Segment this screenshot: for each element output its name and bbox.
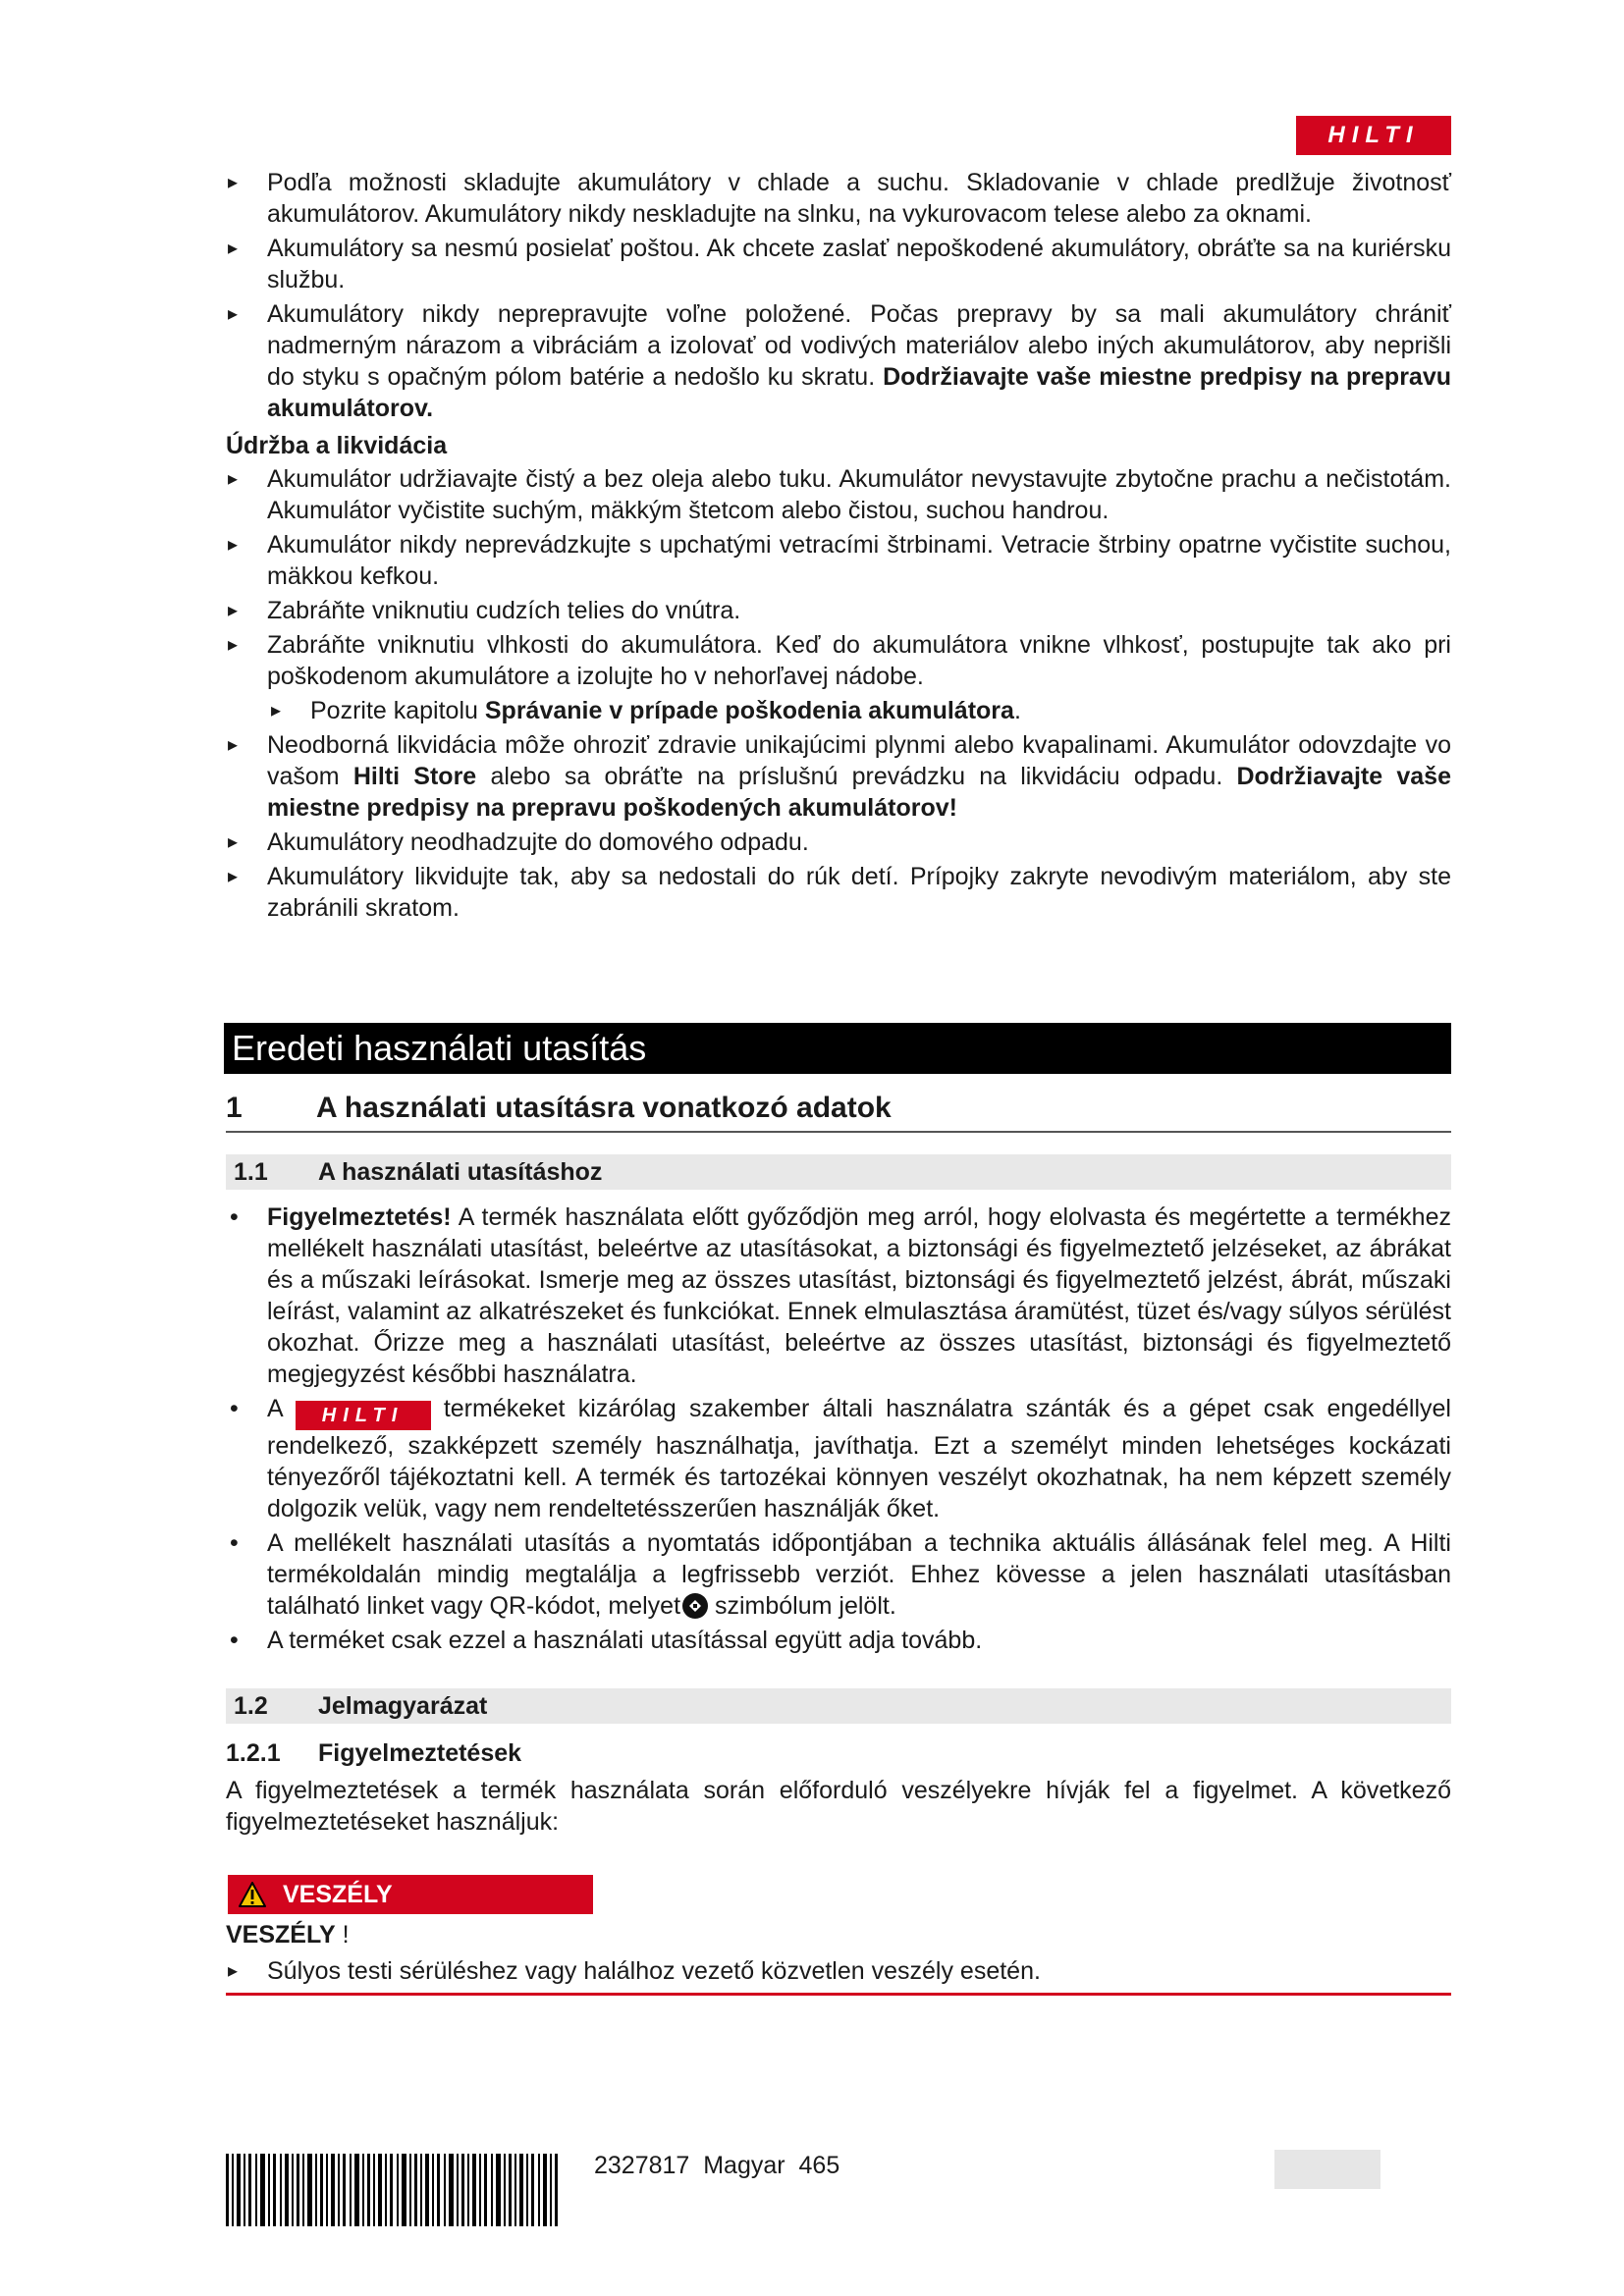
- hilti-logo: [1296, 116, 1451, 155]
- list-item: ▸ Akumulátor nikdy neprevádzkujte s upchatými vetracími štrbinami. Vetracie štrbiny opatrne vyčistite suchou, mäkkou kefkou.: [226, 529, 1451, 592]
- barcode: [226, 2154, 560, 2226]
- section-1-heading: 1 A használati utasításra vonatkozó adatok: [226, 1088, 1451, 1133]
- section-1-2-heading: 1.2 Jelmagyarázat: [226, 1688, 1451, 1724]
- danger-divider: [226, 1993, 1451, 1996]
- chapter-link: Správanie v prípade poškodenia akumulátora: [484, 697, 1014, 724]
- list-item: • Figyelmeztetés! A termék használata előtt győződjön meg arról, hogy elolvasta és megértette a termékhez mellékelt használati utasítást, beleértve az utasításokat, a biztonsági és figyelmeztető jelzéseket, az ábrákat és a műszaki leírásokat. Ismerje meg az összes utasítást, biztonsági és figyelmeztető jelzést, ábrát, műszaki leírást, valamint az alkatrészeket és funkciókat. Ennek elmulasztása áramütést, tüzet és/vagy súlyos sérülést okozhat. Őrizze meg a használati utasítást, beleértve az összes utasítást, biztonsági és figyelmeztető megjegyzést későbbi használatra.: [226, 1201, 1451, 1390]
- danger-label: VESZÉLY: [228, 1875, 593, 1914]
- hilti-logo-text: HILTI: [1327, 122, 1420, 148]
- list-item: ▸ Akumulátor udržiavajte čistý a bez oleja alebo tuku. Akumulátor nevystavujte zbytočne prachu a nečistotám. Akumulátor vyčistite suchým, mäkkým štetcom alebo čistou, suchou handrou.: [226, 463, 1451, 526]
- hilti-logo-inline: HILTI: [296, 1401, 431, 1430]
- doc-number: 2327817: [594, 2152, 690, 2179]
- language: Magyar: [703, 2152, 785, 2179]
- page-title: Eredeti használati utasítás: [232, 1028, 647, 1068]
- maintenance-heading: Údržba a likvidácia: [226, 432, 448, 459]
- footer-doc-info: [594, 2150, 839, 2181]
- footer-gray-box: [1274, 2150, 1380, 2189]
- list-item: ▸ Akumulátory likvidujte tak, aby sa nedostali do rúk detí. Prípojky zakryte nevodivým materiálom, aby ste zabránili skratom.: [226, 861, 1451, 924]
- list-item: ▸ Zabráňte vniknutiu cudzích telies do vnútra.: [226, 595, 1451, 626]
- section-1-2-1-heading: 1.2.1 Figyelmeztetések: [226, 1739, 522, 1767]
- list-item: ▸ Zabráňte vniknutiu vlhkosti do akumulátora. Keď do akumulátora vnikne vlhkosť, postupujte tak ako pri poškodenom akumulátore a izolujte ho v nehorľavej nádobe.: [226, 629, 1451, 692]
- list-item: ▸ Súlyos testi sérüléshez vagy halálhoz vezető közvetlen veszély esetén.: [226, 1955, 1451, 1987]
- list-item: • A HILTI termékeket kizárólag szakember általi használatra szánták és a gépet csak engedéllyel rendelkező, szakképzett személy használhatja, javíthatja. Ezt a személyt minden lehetséges kockázati tényezőről tájékoztatni kell. A termék és tartozékai könnyen veszélyt okozhatnak, ha nem képzett személy dolgozik velük, vagy nem rendeltetésszerűen használják őket.: [226, 1393, 1451, 1524]
- danger-list: [226, 1955, 1451, 1990]
- list-item: ▸ Pozrite kapitolu Správanie v prípade poškodenia akumulátora.: [226, 695, 1451, 726]
- list-item: ▸ Akumulátory neodhadzujte do domového odpadu.: [226, 827, 1451, 858]
- warnings-intro: A figyelmeztetések a termék használata során előforduló veszélyekre hívják fel a figyelmet. A következő figyelmeztetéseket használjuk:: [226, 1777, 1451, 1836]
- section-1-1-heading: 1.1 A használati utasításhoz: [226, 1154, 1451, 1190]
- list-item: • A mellékelt használati utasítás a nyomtatás időpontjában a technika aktuális állásának felel meg. A Hilti termékoldalán mindig megtalálja a legfrissebb verziót. Ehhez kövesse a jelen használati utasításban található linket vagy QR-kódot, melyet szimbólum jelölt.: [226, 1527, 1451, 1622]
- maintenance-list: [226, 463, 1451, 927]
- instructions-list: [226, 1201, 1451, 1659]
- danger-heading: VESZÉLY !: [226, 1921, 350, 1949]
- list-item: ▸ Akumulátory nikdy neprepravujte voľne položené. Počas prepravy by sa mali akumulátory chrániť nadmerným nárazom a vibráciám a izolovať od vodivých materiálov alebo iných akumulátorov, aby neprišli do styku s opačným pólom batérie a nedošlo ku skratu. Dodržiavajte vaše miestne predpisy na prepravu akumulátorov.: [226, 298, 1451, 424]
- transport-list: [226, 167, 1451, 427]
- list-item: ▸ Akumulátory sa nesmú posielať poštou. Ak chcete zaslať nepoškodené akumulátory, obráťte sa na kuriérsku službu.: [226, 233, 1451, 295]
- list-item: ▸ Neodborná likvidácia môže ohroziť zdravie unikajúcimi plynmi alebo kvapalinami. Akumulátor odovzdajte vo vašom Hilti Store alebo sa obráťte na príslušnú prevádzku na likvidáciu odpadu. Dodržiavajte vaše miestne predpisy na prepravu poškodených akumulátorov!: [226, 729, 1451, 824]
- warning-triangle-icon: [238, 1881, 267, 1908]
- page-number: 465: [798, 2152, 840, 2179]
- qr-link-icon: [682, 1593, 708, 1619]
- list-item: • A terméket csak ezzel a használati utasítással együtt adja tovább.: [226, 1625, 1451, 1656]
- page-title-bar: [224, 1023, 1451, 1074]
- list-item: ▸ Podľa možnosti skladujte akumulátory v chlade a suchu. Skladovanie v chlade predlžuje životnosť akumulátorov. Akumulátory nikdy neskladujte na slnku, na vykurovacom telese alebo za oknami.: [226, 167, 1451, 230]
